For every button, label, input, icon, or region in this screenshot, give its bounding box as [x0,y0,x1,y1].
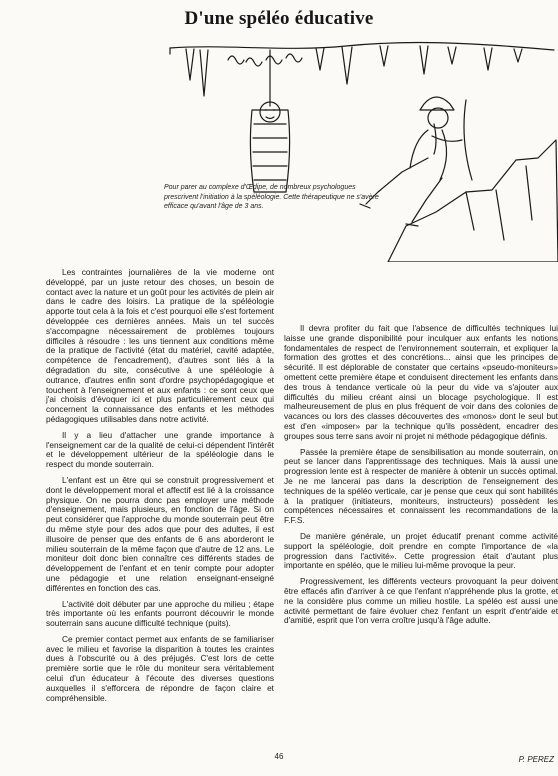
cave-cartoon-illustration [166,40,558,262]
paragraph: Il devra profiter du fait que l'absence de difficultés techniques lui laisse une grande disponibilité pour inculquer aux enfants les notions fondamentales de respect de l'environnement souterrain, et expliquer la formation des grottes et des concrétions... ainsi que les principes de sécurité. Il est déplorable de constater que certains «pseudo-moniteurs» omettent cette première étape et conduisent directement les enfants dans des trous à tendance verticale où la peur du vide va s'ajouter aux difficultés du milieu créant ainsi un blocage psychologique. Il est malheureusement de plus en plus fréquent de voir dans des colonies de vacances ou lors des classes découvertes des «monos» dont le seul but est d'en «imposer» par la technique qu'ils possèdent, encadrer des groupes sous terre sans avoir ni projet ni méthode pédagogique définis. [284,323,558,441]
paragraph: Il y a lieu d'attacher une grande importance à l'enseignement car de la qualité de celui-ci dépendent l'intérêt et le développement ultérieur de la spéléologie dans le respect du monde souterrain. [46,429,274,470]
paragraph: De manière générale, un projet éducatif prenant comme activité support la spéléologie, doit prendre en compte l'importance de «la progression dans l'activité». Cette progression était d'autant plus importante en spéléo, que le milieu lui-même provoque la peur. [284,530,558,571]
right-column [284,324,558,626]
paragraph: Ce premier contact permet aux enfants de se familiariser avec le milieu et favorise la disparition à toutes les craintes dues à l'obscurité ou à des préjugés. C'est lors de cette première sortie que le rôle du moniteur sera véritablement celui d'un éducateur à l'écoute des diverses questions auxquelles il s'efforcera de répondre de façon claire et compréhensible. [46,633,274,703]
paragraph: Progressivement, les différents vecteurs provoquant la peur doivent être effacés afin d'arriver à ce que l'enfant n'appréhende plus la grotte, et ne la considère plus comme un milieu hostile. La spéléo est aussi une activité permettant de faire évoluer chez l'enfant un esprit d'entr'aide et d'amitié, esprit que l'on verra croître jusqu'à l'âge adulte. [284,576,558,626]
author-signature: P. PEREZ [518,755,554,764]
article-title: D'une spéléo éducative [184,8,374,29]
left-column [46,268,274,703]
paragraph: L'enfant est un être qui se construit progressivement et dont le développement moral et affectif est lié à la croissance physique. On ne pourra donc pas employer une méthode d'enseignement, mais plusieurs, en fonction de l'âge. Si on peut considérer que l'approche du monde souterrain peut être du même style pour des ados que pour des adultes, il est illusoire de penser que des enfants de 6 ans aborderont le milieu souterrain de la même façon que d'autre de 12 ans. Le moniteur doit donc bien connaître ces différents stades de développement de l'enfant et en tenir compte pour adopter une pédagogie et une relation enseignant-enseigné différentes en fonction des cas. [46,474,274,593]
paragraph: Les contraintes journalières de la vie moderne ont développé, par un juste retour des choses, un besoin de contact avec la nature et un goût pour les activités de plein air dans le cadre des loisirs. La pratique de la spéléologie apporte tout cela à la fois et c'est pourquoi elle s'est fortement développée ces dernières années. Mais un tel succès s'accompagne nécessairement de problèmes toujours difficiles à résoudre : les uns tiennent aux conditions même de la pratique de l'activité (état du matériel, cavité adaptée, compétence de l'encadrement), d'autres sont liés à la dégradation du site, consécutive à une spéléologie à outrance, d'autres enfin sont d'ordre psychopédagogique et touchent à l'enseignement et aux enfants : ce sont ceux que j'ai choisis d'évoquer ici et plus particulièrement ceux qui concernent la connaissance des enfants et les méthodes pédagogiques utilisables dans notre activité. [46,267,274,424]
paragraph: L'activité doit débuter par une approche du milieu ; étape très importante où les enfants pourront découvrir le monde souterrain sans aucune difficulté technique (puits). [46,598,274,629]
page-number: 46 [274,752,284,761]
illustration-caption: Pour parer au complexe d'Œdipe, de nombreux psychologues prescrivent l'initiation à la spéléologie. Cette thérapeutique ne s'avère efficace qu'avant l'âge de 3 ans. [164,184,379,211]
paragraph: Passée la première étape de sensibilisation au monde souterrain, on peut se lancer dans l'apprentissage des techniques. Mais là aussi une progression lente est à respecter de manière à obtenir un succès optimal. Je ne me lancerai pas dans la description de l'enseignement des techniques de la spéléo verticale, car je pense que ceux qui sont habilités à la pratiquer (initiateurs, moniteurs, instructeurs) possèdent les compétences nécessaires et connaissent les recommandations de la F.F.S. [284,446,558,526]
